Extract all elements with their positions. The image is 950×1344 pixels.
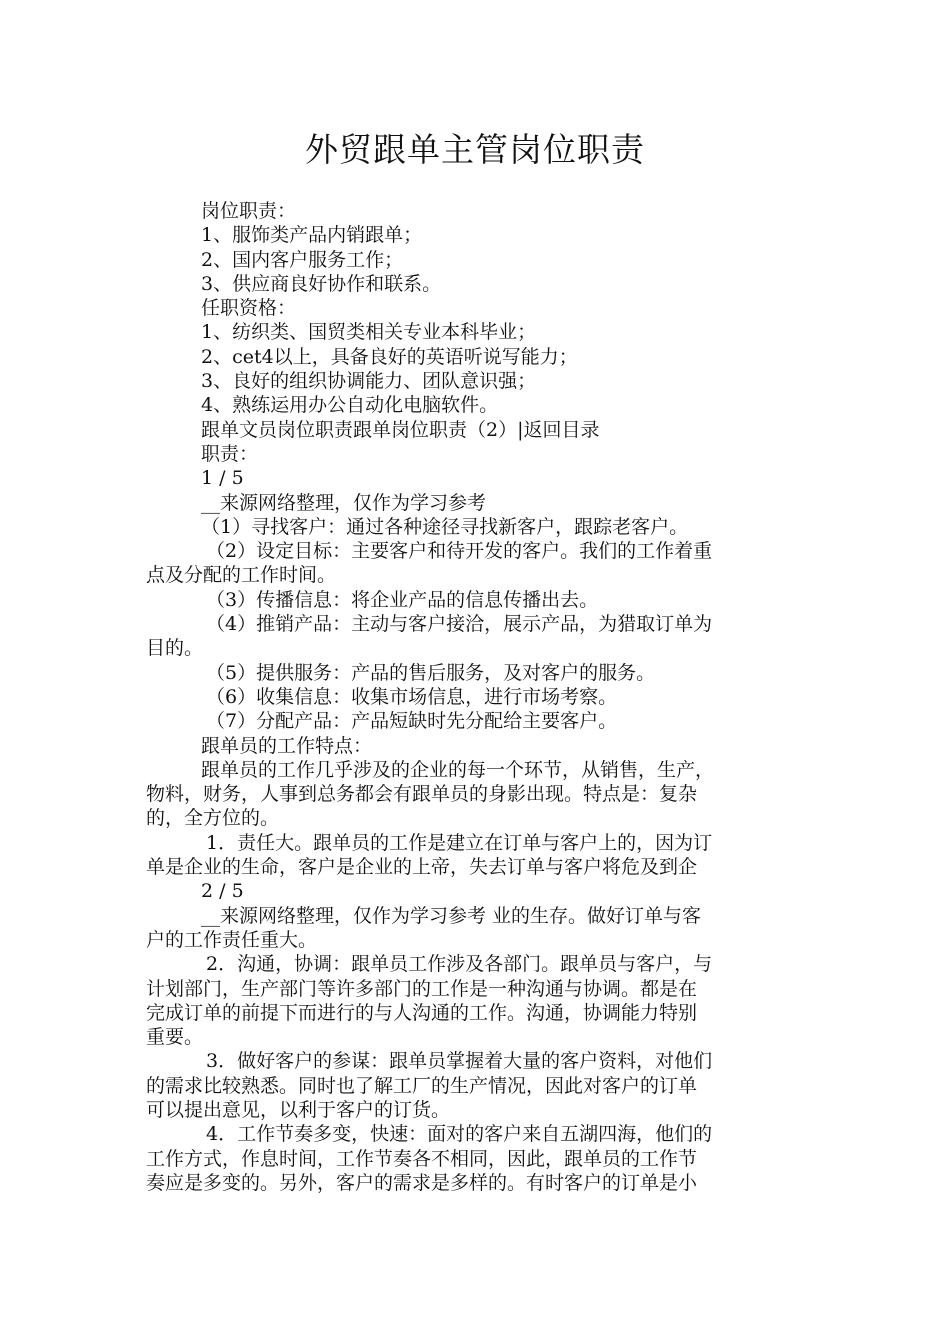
text-line: 户的工作责任重大。 bbox=[146, 928, 318, 951]
text-line: 可以提出意见，以利于客户的订货。 bbox=[146, 1098, 451, 1121]
text-line: 1．责任大。跟单员的工作是建立在订单与客户上的，因为订 bbox=[206, 831, 713, 854]
text-line: __来源网络整理，仅作为学习参考 业的生存。做好订单与客 bbox=[201, 904, 702, 927]
text-line: （3）传播信息：将企业产品的信息传播出去。 bbox=[206, 588, 599, 611]
text-line: 2、cet4以上，具备良好的英语听说写能力； bbox=[201, 345, 578, 368]
text-line: 任职资格： bbox=[201, 297, 297, 320]
text-line: 1、纺织类、国贸类相关专业本科毕业； bbox=[201, 321, 537, 344]
text-line: （7）分配产品：产品短缺时先分配给主要客户。 bbox=[206, 710, 618, 733]
text-line: __来源网络整理，仅作为学习参考 bbox=[201, 491, 487, 514]
text-line: 4、熟练运用办公自动化电脑软件。 bbox=[201, 394, 499, 417]
text-line: 的需求比较熟悉。同时也了解工厂的生产情况，因此对客户的订单 bbox=[146, 1074, 698, 1097]
text-line: 跟单员的工作几乎涉及的企业的每一个环节，从销售，生产， bbox=[201, 758, 715, 781]
text-line: 3．做好客户的参谋：跟单员掌握着大量的客户资料，对他们 bbox=[206, 1050, 713, 1073]
text-line: 的，全方位的。 bbox=[146, 807, 280, 830]
text-line: 3、良好的组织协调能力、团队意识强； bbox=[201, 370, 537, 393]
text-line: 工作方式，作息时间，工作节奏各不相同，因此，跟单员的工作节 bbox=[146, 1147, 698, 1170]
text-line: 目的。 bbox=[146, 637, 204, 660]
text-line: 岗位职责： bbox=[201, 200, 297, 222]
text-line: 2．沟通，协调：跟单员工作涉及各部门。跟单员与客户，与 bbox=[206, 953, 713, 976]
text-line: 1 / 5 bbox=[201, 467, 244, 490]
text-line: 3、供应商良好协作和联系。 bbox=[201, 272, 442, 295]
text-line: （6）收集信息：收集市场信息，进行市场考察。 bbox=[206, 685, 618, 708]
text-line: 1、服饰类产品内销跟单； bbox=[201, 224, 423, 247]
document-title: 外贸跟单主管岗位职责 bbox=[305, 130, 645, 169]
text-line: 物料，财务，人事到总务都会有跟单员的身影出现。特点是：复杂 bbox=[146, 783, 698, 806]
text-line: 重要。 bbox=[146, 1026, 204, 1049]
text-line: 2、国内客户服务工作； bbox=[201, 248, 404, 271]
text-line: 奏应是多变的。另外，客户的需求是多样的。有时客户的订单是小 bbox=[146, 1171, 698, 1194]
document-body bbox=[146, 199, 808, 1195]
text-line: 完成订单的前提下而进行的与人沟通的工作。沟通，协调能力特别 bbox=[146, 1001, 698, 1024]
text-line: （2）设定目标：主要客户和待开发的客户。我们的工作着重 bbox=[206, 540, 713, 563]
text-line: （5）提供服务：产品的售后服务，及对客户的服务。 bbox=[206, 661, 656, 684]
text-line: 2 / 5 bbox=[201, 880, 244, 903]
text-line: 单是企业的生命，客户是企业的上帝，失去订单与客户将危及到企 bbox=[146, 856, 698, 879]
text-line: 4．工作节奏多变，快速：面对的客户来自五湖四海，他们的 bbox=[206, 1123, 713, 1146]
text-line: 点及分配的工作时间。 bbox=[146, 564, 337, 587]
text-line: 计划部门，生产部门等许多部门的工作是一种沟通与协调。都是在 bbox=[146, 977, 698, 1000]
text-line: （1）寻找客户：通过各种途径寻找新客户，跟踪老客户。 bbox=[201, 515, 689, 538]
text-line: （4）推销产品：主动与客户接洽，展示产品，为猎取订单为 bbox=[206, 613, 713, 636]
text-line: 跟单文员岗位职责跟单岗位职责（2）|返回目录 bbox=[201, 418, 600, 441]
text-line: 跟单员的工作特点： bbox=[201, 734, 373, 757]
text-line: 职责： bbox=[201, 442, 259, 465]
